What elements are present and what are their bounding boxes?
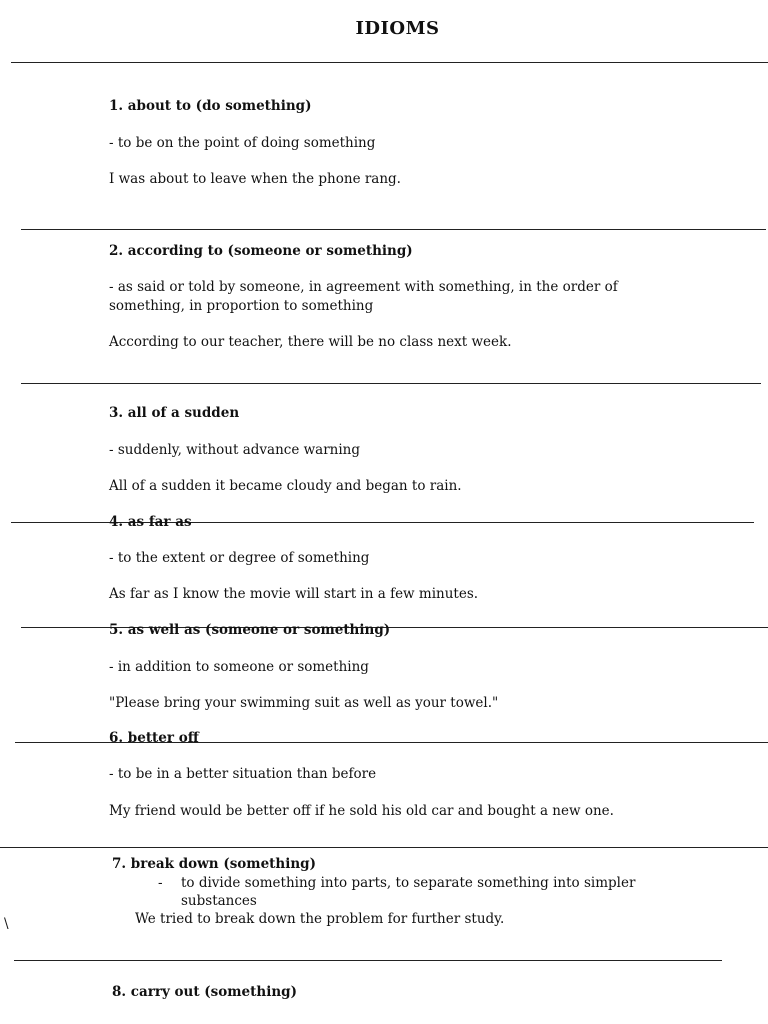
divider (21, 383, 761, 384)
idiom-1-heading: 1. about to (do something) (109, 98, 312, 114)
idiom-7-example: We tried to break down the problem for further study. (135, 911, 505, 927)
idiom-2-example: According to our teacher, there will be no class next week. (109, 334, 512, 350)
bullet-dash: - (158, 875, 163, 891)
divider (11, 62, 768, 63)
idiom-2-definition-line1: - as said or told by someone, in agreement with something, in the order of (109, 279, 618, 295)
idiom-2-definition-line2: something, in proportion to something (109, 298, 374, 314)
idiom-5-heading: 5. as well as (someone or something) (109, 622, 391, 638)
idiom-6-definition: - to be in a better situation than before (109, 766, 377, 782)
idiom-7-heading: 7. break down (something) (112, 856, 317, 872)
divider (14, 960, 722, 961)
idiom-3-heading: 3. all of a sudden (109, 405, 240, 421)
idiom-3-definition: - suddenly, without advance warning (109, 442, 361, 458)
page-title: IDIOMS (355, 18, 440, 39)
idiom-4-heading: 4. as far as (109, 514, 192, 530)
idiom-7-definition-line2: substances (181, 893, 257, 909)
idiom-6-heading: 6. better off (109, 730, 199, 746)
divider (21, 229, 766, 230)
idiom-2-heading: 2. according to (someone or something) (109, 243, 413, 259)
idiom-4-example: As far as I know the movie will start in a few minutes. (109, 586, 479, 602)
idiom-1-definition: - to be on the point of doing something (109, 135, 376, 151)
idiom-1-example: I was about to leave when the phone rang. (109, 171, 401, 187)
idiom-6-example: My friend would be better off if he sold his old car and bought a new one. (109, 803, 614, 819)
divider (0, 847, 768, 848)
idiom-4-definition: - to the extent or degree of something (109, 550, 370, 566)
idiom-5-definition: - in addition to someone or something (109, 659, 369, 675)
idiom-3-example: All of a sudden it became cloudy and began to rain. (109, 478, 462, 494)
stray-mark: \ (4, 916, 9, 932)
idiom-7-definition-line1: to divide something into parts, to separate something into simpler (181, 875, 636, 891)
idiom-5-example: "Please bring your swimming suit as well as your towel." (109, 695, 499, 711)
idiom-8-heading: 8. carry out (something) (112, 984, 297, 1000)
